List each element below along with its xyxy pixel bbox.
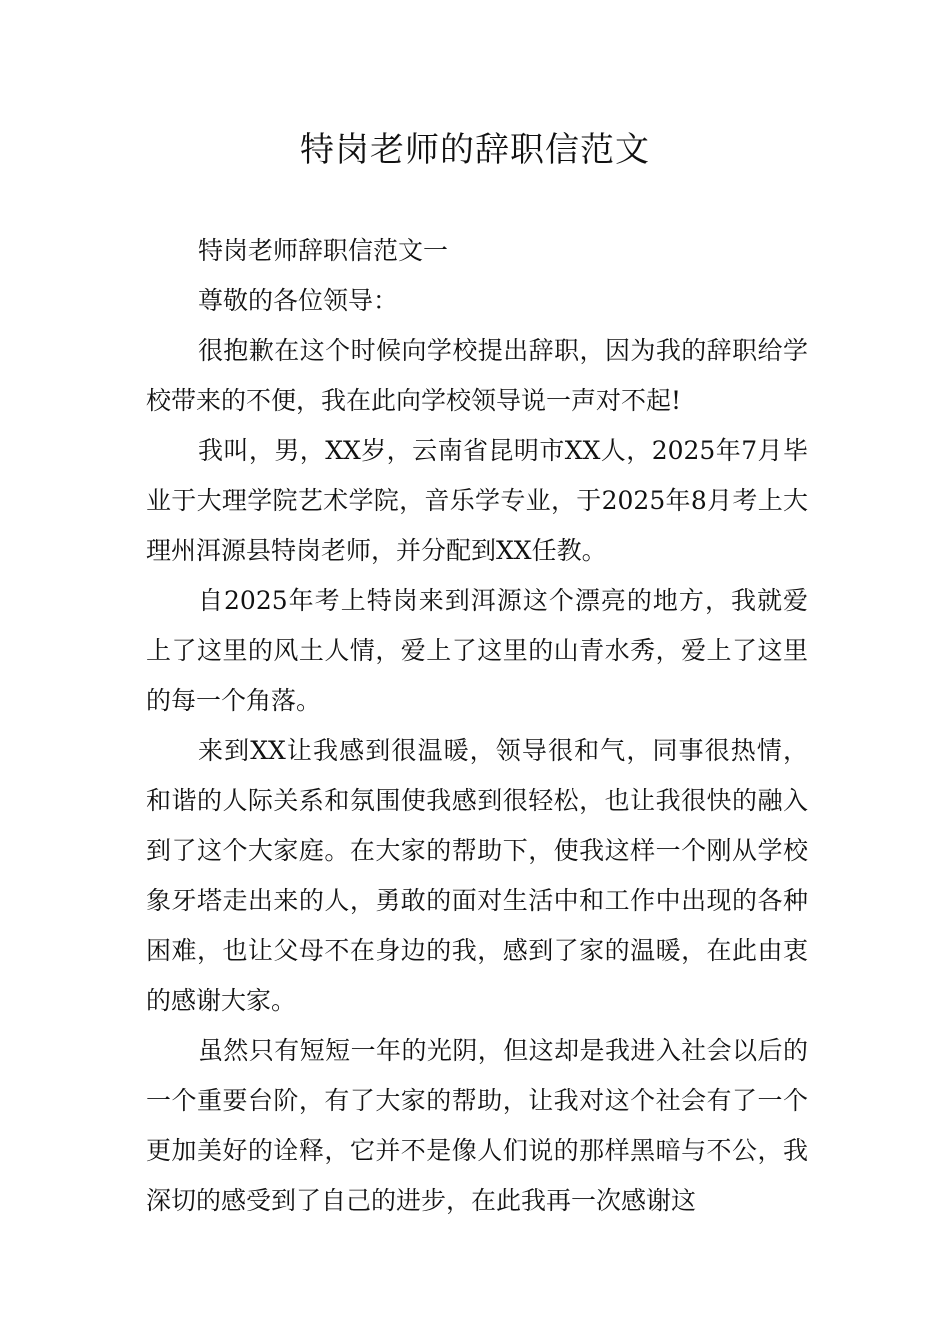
document-body bbox=[146, 226, 808, 1226]
paragraph-salutation: 尊敬的各位领导： bbox=[198, 286, 399, 315]
paragraph: 我叫，男，XX岁，云南省昆明市XX人，2025年7月毕业于大理学院艺术学院，音乐学专业，于2025年8月考上大理州洱源县特岗老师，并分配到XX任教。 bbox=[146, 436, 808, 565]
paragraph-subtitle: 特岗老师辞职信范文一 bbox=[198, 236, 449, 265]
paragraph: 虽然只有短短一年的光阴，但这却是我进入社会以后的一个重要台阶，有了大家的帮助，让我对这个社会有了一个更加美好的诠释，它并不是像人们说的那样黑暗与不公，我深切的感受到了自己的进步，在此我再一次感谢这 bbox=[146, 1036, 808, 1215]
paragraph: 自2025年考上特岗来到洱源这个漂亮的地方，我就爱上了这里的风土人情，爱上了这里的山青水秀，爱上了这里的每一个角落。 bbox=[146, 586, 808, 715]
document-title: 特岗老师的辞职信范文 bbox=[300, 130, 650, 170]
paragraph: 来到XX让我感到很温暖，领导很和气，同事很热情，和谐的人际关系和氛围使我感到很轻松，也让我很快的融入到了这个大家庭。在大家的帮助下，使我这样一个刚从学校象牙塔走出来的人，勇敢的面对生活中和工作中出现的各种困难，也让父母不在身边的我，感到了家的温暖，在此由衷的感谢大家。 bbox=[146, 736, 808, 1015]
paragraph: 很抱歉在这个时候向学校提出辞职，因为我的辞职给学校带来的不便，我在此向学校领导说一声对不起! bbox=[146, 336, 808, 415]
